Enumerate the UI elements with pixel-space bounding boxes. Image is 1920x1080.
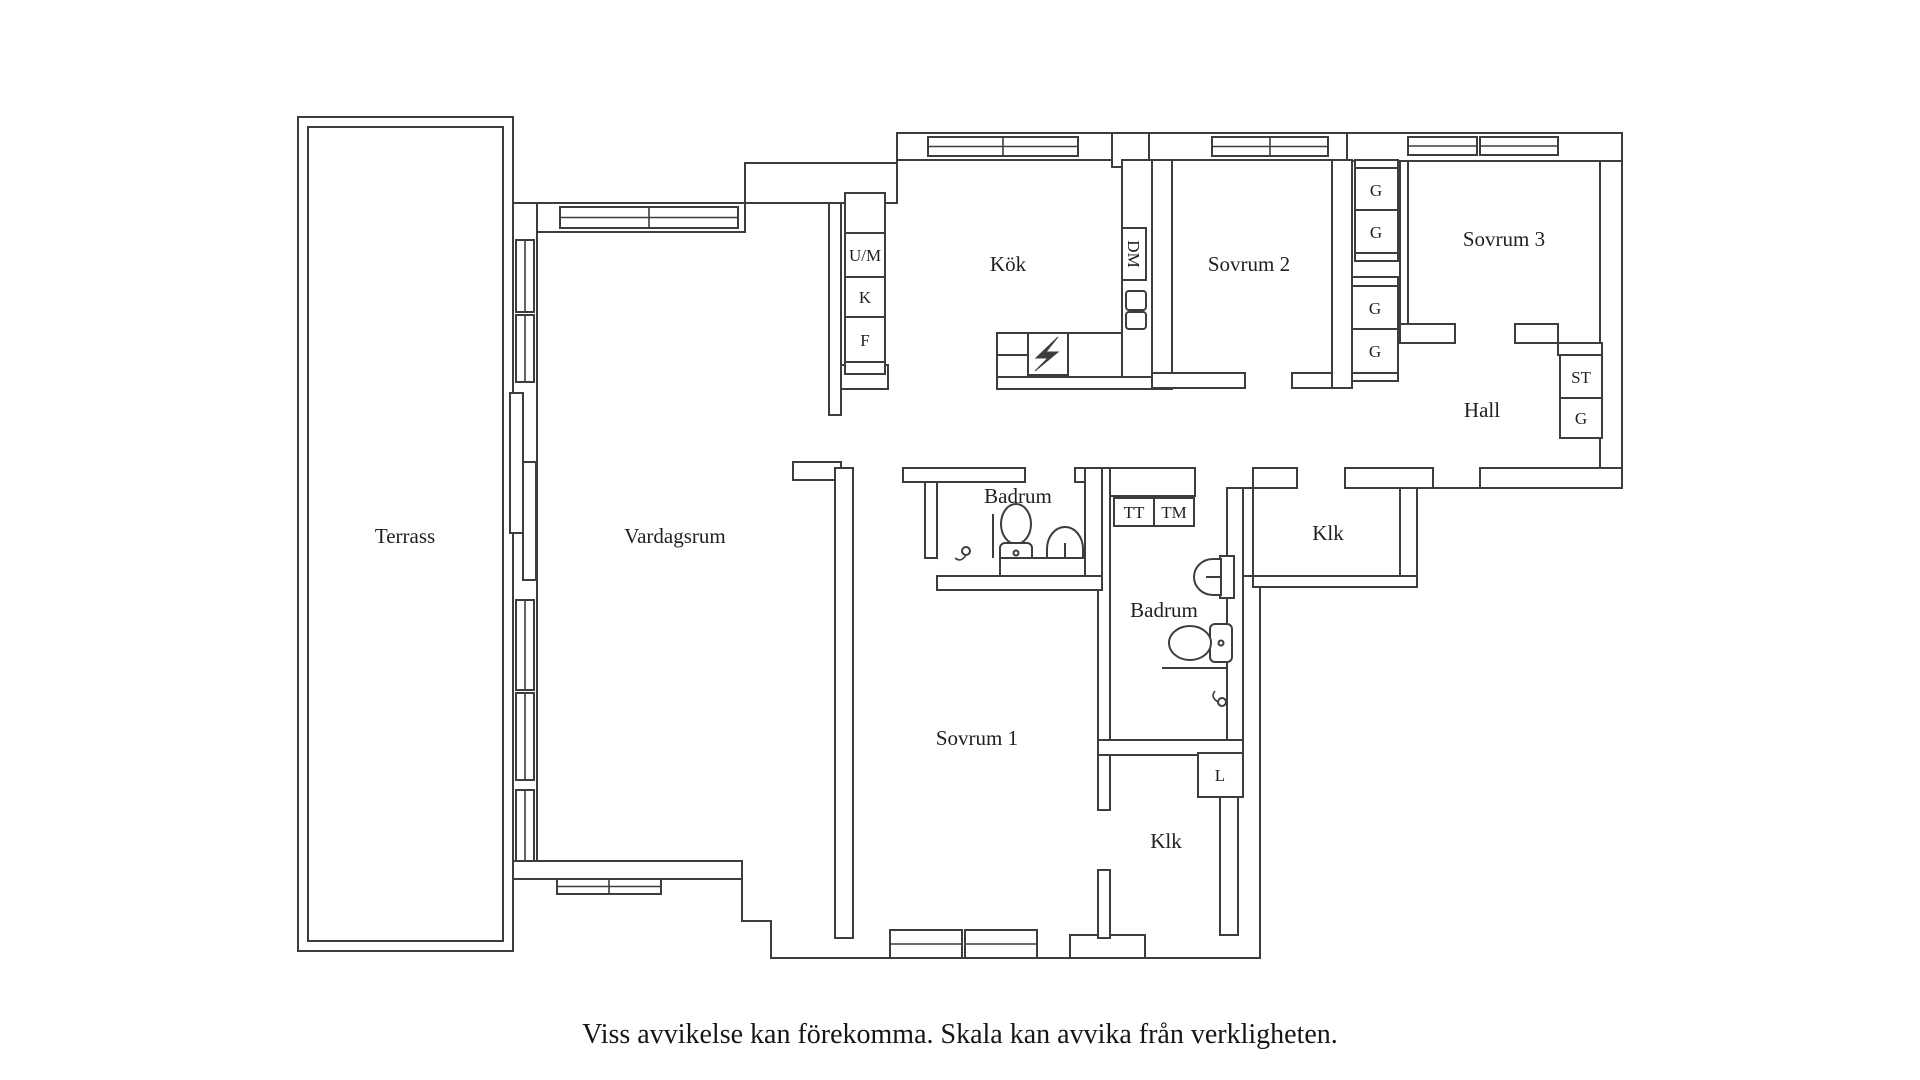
toilet-icon (1014, 551, 1019, 556)
sliding-door-panel (523, 462, 536, 580)
cabinet-label-g3: G (1368, 299, 1382, 318)
room-label-bathroom-top: Badrum (984, 484, 1052, 508)
cabinet-label-l: L (1214, 766, 1226, 785)
room-label-hall: Hall (1463, 398, 1501, 422)
cabinet-label-dm: DM (1124, 240, 1143, 268)
closet-shelf (1220, 797, 1238, 935)
room-label-bathroom-mid: Badrum (1130, 598, 1198, 622)
vanity-counter (1000, 558, 1085, 576)
kitchen-counter (1068, 333, 1122, 377)
room-label-bedroom2: Sovrum 2 (1207, 252, 1291, 276)
toilet-icon (1001, 504, 1031, 544)
room-label-living-room: Vardagsrum (624, 524, 726, 548)
disclaimer-text: Viss avvikelse kan förekomma. Skala kan avvika från verkligheten. (582, 1019, 1338, 1050)
room-label-terrace: Terrass (374, 524, 436, 548)
sliding-door-panel (510, 393, 523, 533)
toilet-icon (1169, 626, 1211, 660)
cabinet-label-g2: G (1369, 223, 1383, 242)
cabinet-label-k: K (858, 288, 872, 307)
cabinet-label-g4: G (1368, 342, 1382, 361)
toilet-icon (1219, 641, 1224, 646)
cabinet-label-tm: TM (1161, 503, 1187, 522)
floor-drain-icon (1218, 698, 1226, 706)
interior-walls (793, 160, 1622, 938)
cabinet-label-st: ST (1571, 368, 1591, 387)
cabinet-label-tt: TT (1123, 503, 1145, 522)
floor-drain-icon (1213, 691, 1218, 702)
room-label-closet-right: Klk (1312, 521, 1344, 545)
kitchen-counter (997, 333, 1028, 355)
room-label-bedroom3: Sovrum 3 (1462, 227, 1546, 251)
room-label-kitchen: Kök (989, 252, 1027, 276)
kitchen-counter (997, 355, 1028, 377)
cabinet-label-f: F (860, 331, 870, 350)
room-label-closet-bottom: Klk (1150, 829, 1182, 853)
bathroom-mid-fixtures (1162, 556, 1234, 706)
cabinet-box (845, 193, 885, 233)
cabinet-label-g1: G (1369, 181, 1383, 200)
wardrobe-boxes (1114, 160, 1602, 935)
bathroom-top-fixtures (955, 504, 1085, 576)
kitchen-sink-icon (1126, 312, 1146, 329)
cabinet-box (845, 362, 885, 374)
sink-backing (1220, 556, 1234, 598)
room-label-bedroom1: Sovrum 1 (935, 726, 1019, 750)
cabinet-label-um: U/M (848, 246, 882, 265)
floor-drain-icon (955, 555, 966, 560)
cabinet-label-g5: G (1574, 409, 1588, 428)
kitchen-sink-icon (1126, 291, 1146, 310)
floor-drain-icon (962, 547, 970, 555)
